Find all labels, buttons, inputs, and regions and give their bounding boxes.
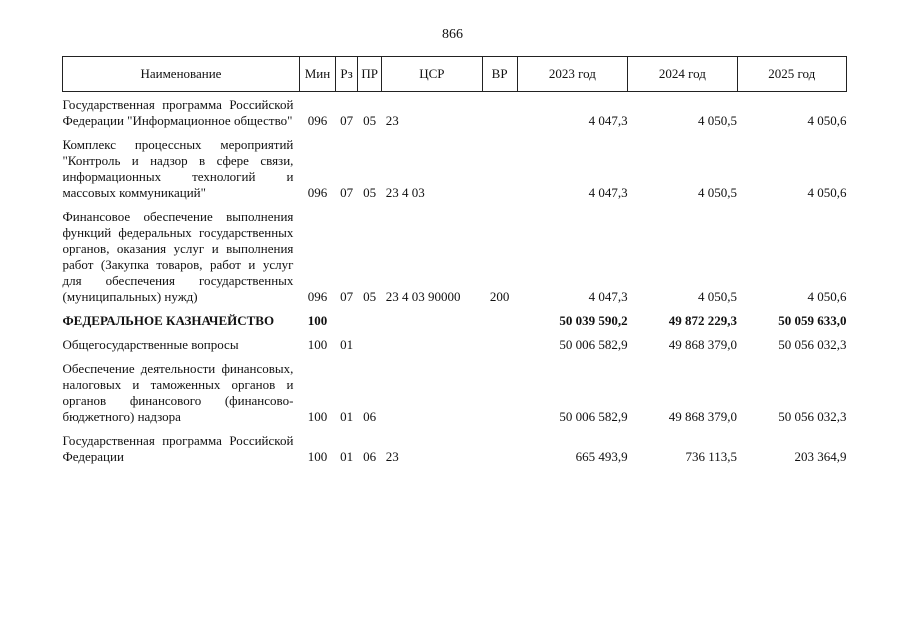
cell-vr <box>482 313 517 337</box>
cell-pr: 05 <box>363 185 377 200</box>
table-row <box>63 92 847 138</box>
cell-vr <box>482 137 517 209</box>
cell-min: 100 <box>307 313 328 328</box>
table-header-row <box>63 57 847 92</box>
cell-min: 100 <box>307 449 328 464</box>
cell-pr: 06 <box>363 409 377 424</box>
header-pr: ПР <box>358 57 382 92</box>
page-number: 866 <box>442 27 463 42</box>
cell-vr <box>482 361 517 433</box>
table-row <box>63 337 847 361</box>
cell-y2023: 665 493,9 <box>575 449 628 464</box>
cell-y2025: 4 050,6 <box>807 185 847 200</box>
cell-rz: 01 <box>340 409 354 424</box>
cell-vr: 200 <box>489 289 510 304</box>
cell-y2025: 4 050,6 <box>807 113 847 128</box>
cell-vr <box>482 337 517 361</box>
cell-min: 096 <box>307 185 328 200</box>
header-rz: Рз <box>336 57 358 92</box>
cell-csr <box>382 361 482 433</box>
cell-y2023: 50 039 590,2 <box>559 313 628 328</box>
cell-y2024: 49 872 229,3 <box>668 313 738 328</box>
cell-pr: 05 <box>363 113 377 128</box>
cell-csr: 23 4 03 90000 <box>385 289 461 304</box>
cell-rz: 07 <box>340 185 354 200</box>
cell-y2025: 50 059 633,0 <box>778 313 847 328</box>
cell-y2024: 736 113,5 <box>685 449 738 464</box>
cell-y2024: 4 050,5 <box>698 113 738 128</box>
cell-csr <box>382 337 482 361</box>
cell-name: ФЕДЕРАЛЬНОЕ КАЗНАЧЕЙСТВО <box>62 313 275 328</box>
budget-table <box>62 56 847 473</box>
table-row <box>63 209 847 313</box>
cell-y2024: 4 050,5 <box>698 185 738 200</box>
cell-y2025: 50 056 032,3 <box>778 337 847 352</box>
cell-vr <box>482 92 517 138</box>
cell-y2023: 4 047,3 <box>588 113 628 128</box>
cell-pr: 05 <box>363 289 377 304</box>
table-row <box>63 313 847 337</box>
cell-name: Обеспечение деятельности финансовых, налоговых и таможенных органов и органов финансового (финансово-бюджетного) надзора <box>62 361 294 424</box>
cell-rz: 07 <box>340 289 354 304</box>
cell-name: Государственная программа Российской Федерации "Информационное общество" <box>62 97 294 128</box>
cell-pr: 06 <box>363 449 377 464</box>
cell-y2025: 203 364,9 <box>794 449 847 464</box>
cell-csr: 23 4 03 <box>385 185 425 200</box>
table-row <box>63 361 847 433</box>
header-2023: 2023 год <box>517 57 627 92</box>
cell-rz <box>336 313 358 337</box>
cell-min: 096 <box>307 289 328 304</box>
cell-pr <box>358 337 382 361</box>
cell-rz: 01 <box>340 449 354 464</box>
cell-min: 100 <box>307 337 328 352</box>
header-name: Наименование <box>63 57 300 92</box>
cell-y2023: 4 047,3 <box>588 289 628 304</box>
cell-name: Общегосударственные вопросы <box>62 337 239 352</box>
cell-y2023: 50 006 582,9 <box>559 337 628 352</box>
cell-csr <box>382 313 482 337</box>
header-2024: 2024 год <box>628 57 737 92</box>
cell-y2023: 4 047,3 <box>588 185 628 200</box>
cell-rz: 07 <box>340 113 354 128</box>
table-row <box>63 137 847 209</box>
cell-y2023: 50 006 582,9 <box>559 409 628 424</box>
header-csr: ЦСР <box>382 57 482 92</box>
table-row <box>63 433 847 473</box>
cell-pr <box>358 313 382 337</box>
cell-y2025: 50 056 032,3 <box>778 409 847 424</box>
cell-name: Комплекс процессных мероприятий "Контроль и надзор в сфере связи, информационных технологий и массовых коммуникаций" <box>62 137 294 200</box>
cell-vr <box>482 433 517 473</box>
cell-min: 096 <box>307 113 328 128</box>
cell-rz: 01 <box>340 337 354 352</box>
header-vr: ВР <box>482 57 517 92</box>
header-min: Мин <box>299 57 335 92</box>
cell-min: 100 <box>307 409 328 424</box>
cell-y2025: 4 050,6 <box>807 289 847 304</box>
cell-name: Государственная программа Российской Федерации <box>62 433 294 464</box>
cell-name: Финансовое обеспечение выполнения функций федеральных государственных органов, оказания услуг и выполнения работ (Закупка товаров, работ и услуг для обеспечения государственных (муниципальных) нужд) <box>62 209 294 304</box>
cell-csr: 23 <box>385 113 399 128</box>
cell-y2024: 4 050,5 <box>698 289 738 304</box>
cell-y2024: 49 868 379,0 <box>668 409 738 424</box>
cell-y2024: 49 868 379,0 <box>668 337 738 352</box>
header-2025: 2025 год <box>737 57 846 92</box>
cell-csr: 23 <box>385 449 399 464</box>
